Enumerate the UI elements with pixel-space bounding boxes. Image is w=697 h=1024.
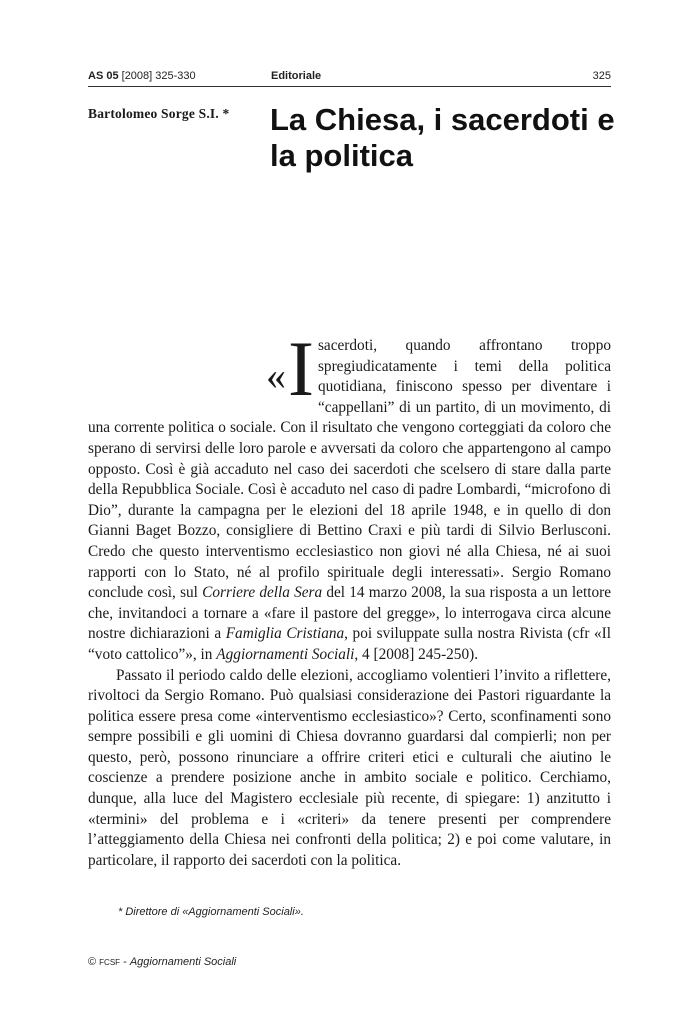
- text-run: del 14 marzo 2008, la sua risposta a un lettore che, invitandoci a tornare a «fare il pastore del gregge», lo interrogava circa alcune nostre dichiarazioni a: [88, 584, 611, 643]
- journal-issue: [2008] 325-330: [118, 70, 196, 82]
- italic-title: Corriere della Sera: [202, 584, 323, 602]
- copyright-symbol: ©: [88, 956, 100, 968]
- section-name: Editoriale: [271, 70, 322, 82]
- paragraph-2: Passato il periodo caldo delle elezioni, accogliamo volentieri l’invito a riflettere, rivoltoci da Sergio Romano. Può qualsiasi considerazione dei Pastori riguardante la politica essere presa come «interventismo ecclesiastico»? Certo, sconfinamenti sono sempre possibili e gli uomini di Chiesa dovranno guardarsi dal compierli; non per questo, però, possono rinunciare a offrire criteri etici e culturali che aiutino le coscienze a prendere posizione anche in ambito sociale e politico. Cerchiamo, dunque, alla luce del Magistero ecclesiale più recente, di spiegare: 1) anzitutto i «termini» del problema e i «criteri» da tenere presenti per comprendere l’atteggiamento della Chiesa nei confronti della politica; 2) e poi come valutare, in particolare, il rapporto dei sacerdoti con la politica.: [88, 666, 611, 869]
- italic-title: Aggiornamenti Sociali: [216, 645, 355, 663]
- page-number: 325: [592, 70, 611, 82]
- page-footer: [88, 956, 236, 968]
- journal-code: AS 05: [88, 70, 119, 82]
- text-run: , 4 [2008] 245-250).: [354, 645, 479, 663]
- running-header: [88, 68, 611, 87]
- drop-cap-letter: I: [288, 325, 314, 412]
- footnote: * Direttore di «Aggiornamenti Sociali».: [118, 906, 304, 918]
- footer-org: FCSF: [99, 958, 121, 967]
- text-run: sacerdoti, quando affrontano troppo spregiudicatamente i temi della politica quotidiana, finiscono spesso per diventare i “cappellani” di un partito, di un movimento, di una corrente politica o sociale. Con il risultato che vengono corteggiati da coloro che sperano di servirsi delle loro parole e avversati da coloro che appartengono al campo opposto. Così è già accaduto nel caso dei sacerdoti che scelsero di stare dalla parte della Repubblica Sociale. Così è accaduto nel caso di padre Lombardi, “microfono di Dio”, durante la campagna per le elezioni del 18 aprile 1948, e in quello di don Gianni Baget Bozzo, consigliere di Bettino Craxi e più tardi di Silvio Berlusconi. Credo che questo interventismo ecclesiastico non giovi né alla Chiesa, né ai suoi rapporti con lo Stato, né al profilo spirituale degli interessati». Sergio Romano conclude così, sul: [88, 337, 611, 602]
- journal-reference: [88, 70, 196, 82]
- drop-cap: [266, 325, 314, 412]
- footer-separator: -: [120, 956, 130, 968]
- article-title: La Chiesa, i sacerdoti e la politica: [270, 102, 615, 173]
- footer-publication: Aggiornamenti Sociali: [129, 956, 237, 968]
- italic-title: Famiglia Cristiana: [225, 625, 345, 643]
- article-body: [88, 325, 611, 871]
- paragraph-1: [88, 325, 611, 666]
- text-run: , poi sviluppate sulla nostra Rivista (cfr «Il “voto cattolico”», in: [88, 625, 611, 663]
- paragraph-1-text: [88, 325, 611, 663]
- author-name: Bartolomeo Sorge S.I. *: [88, 106, 230, 121]
- drop-cap-quote: «: [266, 353, 286, 398]
